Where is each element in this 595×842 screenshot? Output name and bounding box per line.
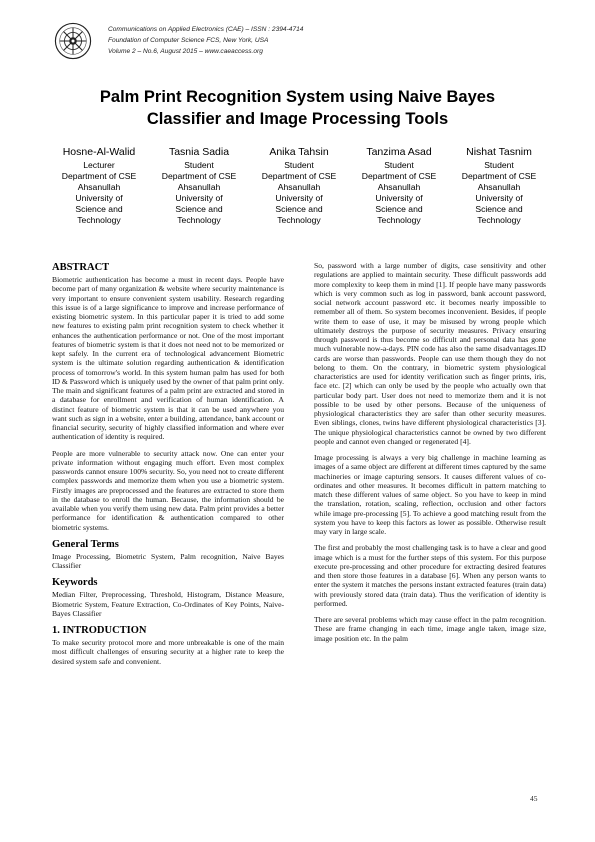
body-paragraph-1: So, password with a large number of digits, case sensitivity and other regulations are applied to maintain security. These difficult passwords add more complexity to keep them in mind [1]. If people have many passwords which is very common such as log in password, bank account password, social network account password etc. it becomes nearly impossible to remember all of them. So system becomes inconvenient. Besides, if people write them to ease of use, it may be misused by wrong people which ultimately destroys the purpose of security measures. Privacy ensuring through password is thus become so difficult and personal data has gone much vulnerable now-a-days. PIN code has also the same disadvantages.ID cards are worse than passwords. People can use them though they do not belong to them. On the contrary, in biometric system physiological characteristics are used for identity verification such as finger prints, iris, face etc. [2] which can only be used by the people who actually own that particular body part. User does not need to memorize them and it is not possible to be used by other persons. Because of the uniqueness of physiological characteristics they are safer than other security measures. Even siblings, clones, twins have different physiological characteristics [3]. The unique physiological characteristics cannot be owned by two different people and cannot even changed or regenerated [4]. [314, 261, 546, 446]
author-affiliation-line: Science and [175, 204, 223, 214]
journal-line-3: Volume 2 – No.6, August 2015 – www.caeaccess.org [108, 48, 263, 55]
author-affiliation-line: Technology [77, 215, 121, 225]
abstract-paragraph-1: Biometric authentication has become a must in recent days. People have become part of many organization & website where security maintenance is very important to ensure convenient system usability. Research regarding this issue is of a large significance to improve and increase performance of existing biometric system. In this particular paper it is tried to add some new features to existing palm print recognition system to check whether it enhances the authentication performance or not. One of the most important features of biometric system is that it does not need not to be memorized or kept safely. In the current era of technological advancement Biometric system is the ultimate solution regarding authentication & identification process of tomorrow's world. In this system human palm has used for both ID & Password which is uniquely used by the owner of that palm print only. The main and significant features of a palm print are extracted and stored in a database for enrollment and verification of human identification. A distinct feature of biometric system is that it can be used anywhere you want such as sign in a website, enter a building, attendance, bank account or financial security, security of highly classified information and where ever authentication of identity is required. [52, 275, 284, 442]
author-affiliation-line: Department of CSE [161, 171, 237, 181]
author-name: Hosne-Al-Walid [62, 146, 136, 158]
keywords-heading: Keywords [52, 577, 98, 589]
body-paragraph-4: There are several problems which may cause effect in the palm recognition. These are frame changing in each time, image angle taken, image size, image position etc. In the palm [314, 615, 546, 643]
author-affiliation-line: University of [375, 193, 423, 203]
author-affiliation-line: Department of CSE [61, 171, 137, 181]
author-affiliation-line: Technology [377, 215, 421, 225]
left-column [52, 262, 284, 673]
author-3 [250, 146, 348, 226]
abstract-paragraph-2: People are more vulnerable to security attack now. One can enter your private information without engaging much effort. Even most complex passwords cannot ensure 100% security. So, you need not to create different complex passwords and memorize them when you use a biometric system. Firstly images are preprocessed and the features are extracted to store them in the database to enroll the human. Because, the information should be available when you verify them using new data. Palm print provides a better performance for identification & authentication compared to other biometric systems. [52, 448, 284, 532]
author-5 [450, 146, 548, 226]
author-affiliation-line: Ahsanullah [177, 182, 221, 192]
author-name: Nishat Tasnim [466, 146, 532, 158]
author-4 [350, 146, 448, 226]
author-role: Student [384, 160, 414, 170]
author-affiliation-line: Ahsanullah [77, 182, 121, 192]
page-number: 45 [530, 794, 538, 803]
author-affiliation-line: Technology [277, 215, 321, 225]
author-affiliation-line: Ahsanullah [277, 182, 321, 192]
author-affiliation-line: Ahsanullah [377, 182, 421, 192]
body-paragraph-2: Image processing is always a very big challenge in machine learning as images of a same object are different at different times captured by the same machineries or image capturing sensors. It causes different values of co-ordinates and other measures. It becomes difficult in pattern matching to match these different values of same object. So you have to keep in mind the translation, rotation, scaling, reflection, occlusion and other factors while image pre-processing [5]. To achieve a good matching result from the system you have to keep this factors as lower as possible. Otherwise result may vary in large scale. [314, 453, 546, 536]
author-affiliation-line: Ahsanullah [477, 182, 521, 192]
abstract-heading: ABSTRACT [52, 262, 110, 273]
author-affiliation-line: Science and [375, 204, 423, 214]
general-terms-heading: General Terms [52, 538, 119, 550]
author-affiliation-line: Science and [475, 204, 523, 214]
author-affiliation-line: Department of CSE [361, 171, 437, 181]
author-1 [50, 146, 148, 226]
author-affiliation-line: Department of CSE [261, 171, 337, 181]
journal-seal-logo-icon [54, 22, 92, 60]
body-paragraph-3: The first and probably the most challenging task is to have a clear and good image which is a must for the further steps of this system. For this purpose execute pre-processing and other procedure for extracting desired features and then store those features in a database [6]. When any person wants to enter the system it matches the persons instant extracted features (train data) with previously stored data (train data). Thus the verification of identity is performed. [314, 543, 546, 608]
author-name: Anika Tahsin [269, 146, 329, 158]
author-name: Tasnia Sadia [168, 146, 230, 158]
journal-line-2: Foundation of Computer Science FCS, New York, USA [108, 37, 269, 44]
introduction-heading: 1. INTRODUCTION [52, 625, 147, 636]
author-affiliation-line: University of [275, 193, 323, 203]
author-affiliation-line: Technology [477, 215, 521, 225]
paper-title-line-1: Palm Print Recognition System using Naive Bayes [99, 88, 496, 106]
author-affiliation-line: Technology [177, 215, 221, 225]
author-affiliation-line: University of [75, 193, 123, 203]
paper-title [40, 86, 555, 130]
author-affiliation-line: Department of CSE [461, 171, 537, 181]
journal-header [108, 24, 408, 57]
author-role: Student [284, 160, 314, 170]
right-column [314, 261, 546, 650]
author-affiliation-line: University of [175, 193, 223, 203]
author-role: Student [484, 160, 514, 170]
journal-line-1: Communications on Applied Electronics (CAE) – ISSN : 2394-4714 [108, 26, 304, 33]
author-role: Lecturer [83, 160, 115, 170]
author-affiliation-line: Science and [275, 204, 323, 214]
author-affiliation-line: Science and [75, 204, 123, 214]
general-terms-text: Image Processing, Biometric System, Palm recognition, Naive Bayes Classifier [52, 551, 284, 570]
author-2 [150, 146, 248, 226]
author-affiliation-line: University of [475, 193, 523, 203]
author-block [50, 146, 550, 232]
keywords-text: Median Filter, Preprocessing, Threshold, Histogram, Distance Measure, Biometric System, Feature Extraction, Co-Ordinates of Key Points, Naive- Bayes Classifier [52, 590, 284, 618]
paper-title-line-2: Classifier and Image Processing Tools [146, 110, 449, 128]
author-role: Student [184, 160, 214, 170]
introduction-paragraph-1: To make security protocol more and more unbreakable is one of the main most difficult challenges of ensuring security at a higher rate to keep the desired system safe and convenient. [52, 638, 284, 666]
author-name: Tanzima Asad [366, 146, 432, 158]
